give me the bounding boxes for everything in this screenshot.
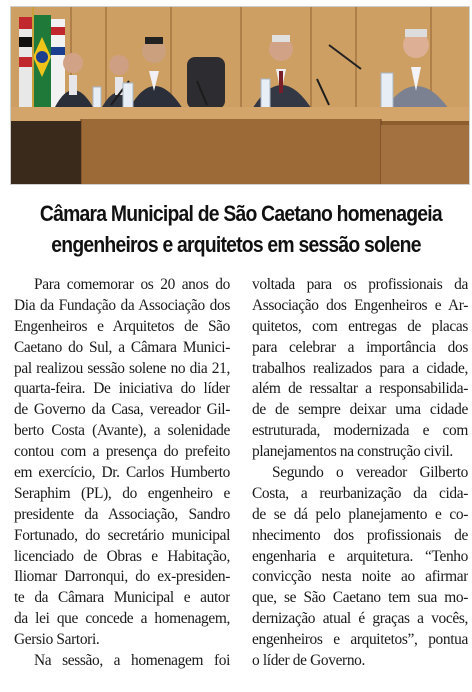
text-line: Seraphim (PL), do engenheiro e: [14, 484, 230, 502]
text-line: Para comemorar os 20 anos do: [34, 276, 230, 293]
text-line: Dia da Fundação da Associação dos: [14, 296, 230, 314]
text-line: Gersio Sartori.: [14, 631, 100, 649]
text-line: presidente da Associação, Sandro: [14, 505, 230, 523]
text-line: planejamentos na construção civil.: [252, 443, 453, 461]
article-photo: [10, 6, 470, 185]
text-line: de Governo da Casa, vereador Gil-: [14, 401, 230, 419]
text-line: Iliomar Darronqui, do ex-presiden-: [14, 568, 230, 586]
headline-line: engenheiros e arquitetos em sessão solene: [51, 232, 421, 257]
flags: [19, 7, 65, 117]
text-line: estruturada, modernizada e com: [252, 422, 468, 440]
text-line: quitetos, com entregas de placas: [252, 317, 468, 335]
text-line: da lei que concede a homenagem,: [14, 610, 230, 628]
text-line: que, se São Caetano tem sua mo-: [252, 589, 468, 607]
text-line: Segundo o vereador Gilberto: [272, 464, 468, 482]
text-line: em exercício, Dr. Carlos Humberto: [14, 464, 230, 482]
text-line: licenciado de Obras e Habitação,: [14, 547, 230, 565]
text-line: te da Câmara Municipal e autor: [14, 589, 230, 607]
text-line: nhecimento dos profissionais de: [252, 526, 468, 544]
text-line: pal realizou sessão solene no dia 21,: [14, 359, 230, 377]
text-line: quarta-feira. De iniciativa do líder: [14, 380, 230, 398]
text-line: berto Costa (Avante), a solenidade: [14, 422, 230, 440]
text-line: para celebrar a importância dos: [252, 338, 468, 356]
article-headline: [39, 198, 442, 260]
text-line: Costa, a reurbanização da cida-: [252, 484, 468, 502]
text-line: Na sessão, a homenagem foi: [34, 652, 230, 670]
text-line: o líder de Governo.: [252, 652, 366, 670]
headline-line: Câmara Municipal de São Caetano homenageia: [39, 201, 442, 226]
article-column-right: [252, 275, 468, 672]
text-line: Associação dos Engenheiros e Ar-: [252, 296, 468, 314]
text-line: trabalhos realizados para a cidade,: [252, 359, 468, 377]
text-line: Caetano do Sul, a Câmara Munici-: [14, 338, 230, 356]
text-line: dernização atual é graças a vocês,: [252, 610, 468, 628]
text-line: de de sempre deixar uma cidade: [252, 401, 468, 419]
text-line: engenharia e arquitetura. “Tenho: [252, 547, 468, 565]
text-line: voltada para os profissionais da: [252, 276, 468, 293]
text-line: convicção nesta noite ao afirmar: [252, 568, 468, 586]
text-line: contou com a presença do prefeito: [14, 443, 230, 461]
text-line: de se dá pelo planejamento e co-: [252, 505, 468, 523]
text-line: além de ressaltar a responsabilida-: [252, 380, 468, 398]
text-line: Engenheiros e Arquitetos de São: [14, 317, 230, 335]
text-line: Fortunado, do secretário municipal: [14, 526, 230, 544]
article-column-left: [14, 275, 230, 672]
text-line: engenheiros e arquitetos”, pontua: [252, 631, 468, 649]
